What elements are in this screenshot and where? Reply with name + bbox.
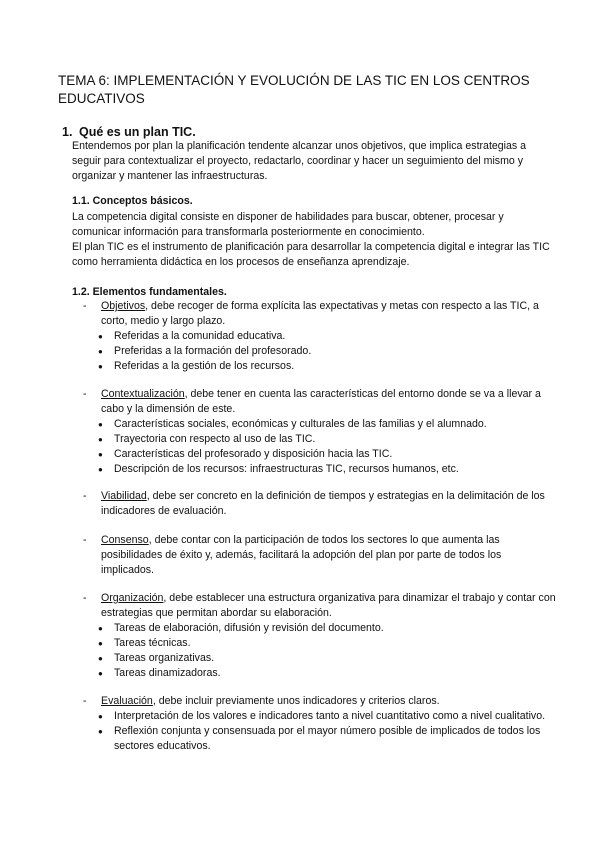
section-1-intro: Entendemos por plan la planificación tendente alcanzar unos objetivos, que implica estrategias a seguir para contextualizar el proyecto, redactarlo, coordinar y hacer un seguimiento del mismo y organizar y mantener las infraestructuras.	[72, 140, 527, 182]
bullet-list	[72, 417, 556, 477]
description: , debe establecer una estructura organizativa para dinamizar el trabajo y contar con estrategias que permitan abordar su elaboración.	[101, 592, 556, 619]
description: , debe ser concreto en la definición de tiempos y estrategias en la delimitación de los indicadores de evaluación.	[101, 490, 545, 517]
term-objetivos: Objetivos	[101, 300, 146, 312]
dash-item	[72, 533, 556, 578]
dash-item	[72, 694, 556, 709]
subsection-1-1-paragraph-1: La competencia digital consiste en disponer de habilidades para buscar, obtener, procesar y comunicar información para transformarla posteriormente en conocimiento.	[72, 211, 504, 238]
dash-marker: -	[83, 592, 87, 604]
bullet-item: ● Características del profesorado y disposición hacia las TIC.	[98, 447, 556, 462]
dash-marker: -	[83, 490, 87, 502]
element-evaluacion	[72, 694, 556, 754]
section-1-heading	[62, 124, 196, 140]
description: , debe contar con la participación de todos los sectores lo que aumenta las posibilidades de éxito y, además, facilitará la adopción del plan por parte de todos los implicados.	[101, 534, 502, 576]
bullet-item: ● Referidas a la comunidad educativa.	[98, 329, 556, 344]
bullet-item: ● Referidas a la gestión de los recursos.	[98, 359, 556, 374]
bullet-item: ● Tareas organizativas.	[98, 651, 556, 666]
dash-item	[72, 591, 556, 621]
subsection-1-2-heading: 1.2. Elementos fundamentales.	[72, 286, 227, 298]
bullet-list	[72, 709, 556, 754]
dash-item	[72, 387, 556, 417]
element-contextualizacion	[72, 387, 556, 477]
bullet-item: ● Tareas técnicas.	[98, 636, 556, 651]
element-consenso	[72, 533, 556, 578]
bullet-item: ● Reflexión conjunta y consensuada por el mayor número posible de implicados de todos los sectores educativos.	[98, 724, 556, 754]
term-contextualizacion: Contextualización	[101, 388, 185, 400]
dash-marker: -	[83, 695, 87, 707]
bullet-item: ● Descripción de los recursos: infraestructuras TIC, recursos humanos, etc.	[98, 462, 556, 477]
subsection-1-1-paragraph-2: El plan TIC es el instrumento de planificación para desarrollar la competencia digital e integrar las TIC como herramienta didáctica en los procesos de enseñanza aprendizaje.	[72, 241, 550, 268]
description: , debe tener en cuenta las características del entorno donde se va a llevar a cabo y la dimensión de este.	[101, 388, 541, 415]
dash-marker: -	[83, 300, 87, 312]
document-title: TEMA 6: IMPLEMENTACIÓN Y EVOLUCIÓN DE LAS TIC EN LOS CENTROS EDUCATIVOS	[58, 73, 530, 106]
bullet-list	[72, 329, 556, 374]
dash-marker: -	[83, 534, 87, 546]
dash-marker: -	[83, 388, 87, 400]
element-organizacion	[72, 591, 556, 681]
term-organizacion: Organización	[101, 592, 164, 604]
subsection-1-1-heading: 1.1. Conceptos básicos.	[72, 195, 193, 207]
section-1-number: 1.	[62, 125, 73, 139]
term-consenso: Consenso	[101, 534, 149, 546]
bullet-item: ● Características sociales, económicas y culturales de las familias y el alumnado.	[98, 417, 556, 432]
element-viabilidad	[72, 489, 556, 519]
bullet-item: ● Tareas dinamizadoras.	[98, 666, 556, 681]
section-1-heading-text: Qué es un plan TIC.	[79, 125, 196, 139]
bullet-item: ● Trayectoria con respecto al uso de las TIC.	[98, 432, 556, 447]
dash-item	[72, 299, 556, 329]
bullet-item: ● Tareas de elaboración, difusión y revisión del documento.	[98, 621, 556, 636]
bullet-item: ● Interpretación de los valores e indicadores tanto a nivel cuantitativo como a nivel cualitativo.	[98, 709, 556, 724]
term-viabilidad: Viabilidad	[101, 490, 147, 502]
description: , debe recoger de forma explícita las expectativas y metas con respecto a las TIC, a corto, medio y largo plazo.	[101, 300, 539, 327]
description: , debe incluir previamente unos indicadores y criterios claros.	[152, 695, 440, 707]
bullet-item: ● Preferidas a la formación del profesorado.	[98, 344, 556, 359]
dash-item	[72, 489, 556, 519]
element-objetivos	[72, 299, 556, 374]
bullet-list	[72, 621, 556, 681]
term-evaluacion: Evaluación	[101, 695, 153, 707]
